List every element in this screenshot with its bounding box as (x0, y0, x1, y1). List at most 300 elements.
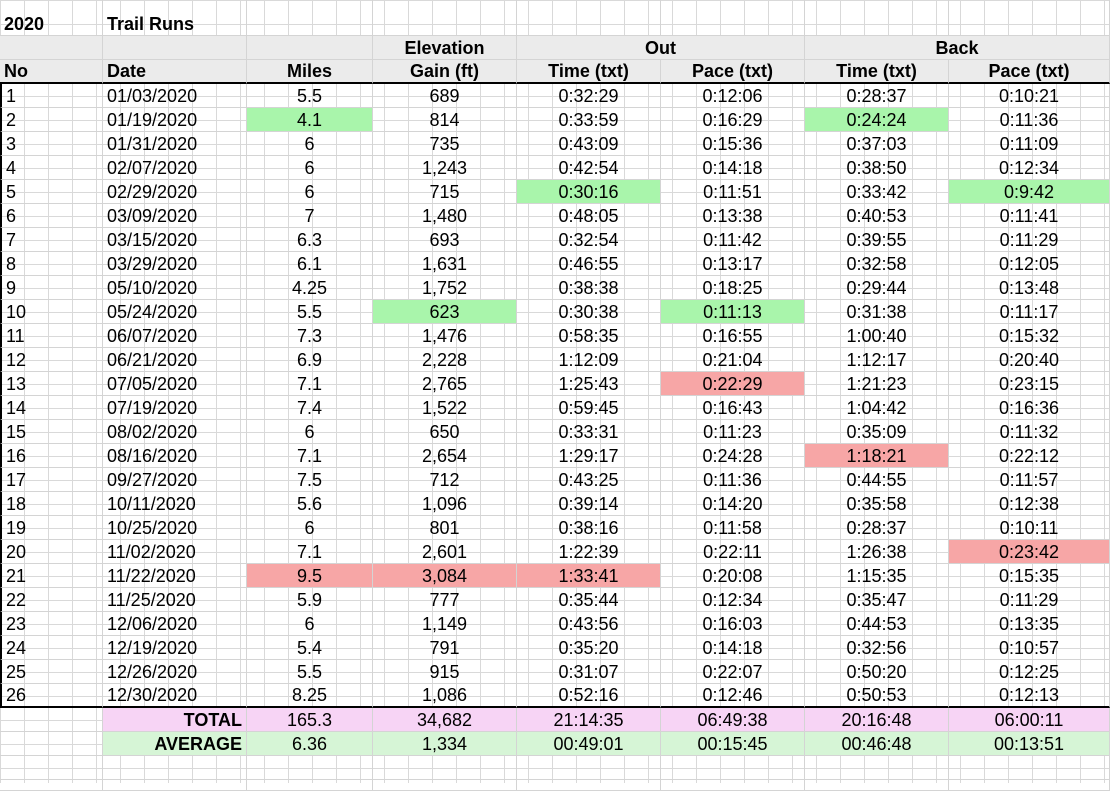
cell-out-pace[interactable] (661, 276, 805, 300)
cell-no[interactable] (0, 684, 103, 708)
cell-out-pace[interactable] (661, 204, 805, 228)
cell-date[interactable] (103, 396, 247, 420)
out-group-label: Out (645, 38, 676, 58)
cell-value: 1,480 (421, 206, 468, 226)
title-cell[interactable] (103, 0, 247, 36)
empty-cell[interactable] (103, 756, 247, 780)
cell-value: 13 (6, 374, 27, 394)
cell-back-time[interactable] (805, 276, 949, 300)
empty-cell[interactable] (247, 756, 373, 780)
cell-gain[interactable] (373, 132, 517, 156)
cell-value: 5 (6, 182, 17, 202)
cell-gain[interactable] (373, 324, 517, 348)
header-out-pace[interactable] (661, 60, 805, 84)
cell-value: 05/10/2020 (107, 278, 198, 298)
cell-out-pace[interactable] (661, 516, 805, 540)
cell-out-time[interactable] (517, 660, 661, 684)
cell-back-time[interactable] (805, 660, 949, 684)
cell-no[interactable] (0, 540, 103, 564)
cell-out-time[interactable] (517, 324, 661, 348)
cell-value: 650 (429, 422, 460, 442)
cell-miles[interactable] (247, 276, 373, 300)
header-back-pace[interactable] (949, 60, 1110, 84)
cell-out-pace[interactable] (661, 324, 805, 348)
header-back-time[interactable] (805, 60, 949, 84)
cell-no[interactable] (0, 348, 103, 372)
cell-value: 0:14:20 (702, 494, 763, 514)
cell-value: 689 (429, 86, 460, 106)
cell-gain[interactable] (373, 300, 517, 324)
cell-value: 0:11:36 (999, 110, 1059, 130)
empty-cell[interactable] (373, 0, 517, 36)
cell-miles[interactable] (247, 396, 373, 420)
cell-no[interactable] (0, 660, 103, 684)
cell-back-time[interactable] (805, 636, 949, 660)
header-label: Miles (286, 61, 333, 81)
total-miles[interactable] (247, 708, 373, 732)
cell-value: 0:32:56 (846, 638, 907, 658)
average-out-pace[interactable] (661, 732, 805, 756)
cell-back-pace[interactable] (949, 636, 1110, 660)
cell-no[interactable] (0, 300, 103, 324)
cell-miles[interactable] (247, 204, 373, 228)
cell-back-time[interactable] (805, 228, 949, 252)
cell-back-time[interactable] (805, 252, 949, 276)
cell-no[interactable] (0, 636, 103, 660)
cell-no[interactable] (0, 324, 103, 348)
cell-back-pace[interactable] (949, 588, 1110, 612)
cell-out-time[interactable] (517, 276, 661, 300)
cell-value: 0:24:24 (846, 110, 907, 130)
header-group-cell[interactable] (103, 36, 247, 60)
total-out-pace[interactable] (661, 708, 805, 732)
empty-cell[interactable] (805, 780, 949, 791)
year-cell[interactable] (0, 0, 103, 36)
cell-back-pace[interactable] (949, 444, 1110, 468)
cell-no[interactable] (0, 396, 103, 420)
cell-out-pace[interactable] (661, 156, 805, 180)
cell-miles[interactable] (247, 348, 373, 372)
cell-out-pace[interactable] (661, 636, 805, 660)
cell-date[interactable] (103, 324, 247, 348)
cell-gain[interactable] (373, 492, 517, 516)
cell-miles[interactable] (247, 372, 373, 396)
cell-out-time[interactable] (517, 252, 661, 276)
cell-back-pace[interactable] (949, 348, 1110, 372)
cell-miles[interactable] (247, 492, 373, 516)
cell-back-time[interactable] (805, 324, 949, 348)
cell-value: 0:43:25 (558, 470, 619, 490)
cell-date[interactable] (103, 636, 247, 660)
empty-cell[interactable] (247, 0, 373, 36)
cell-back-pace[interactable] (949, 468, 1110, 492)
cell-back-time[interactable] (805, 588, 949, 612)
cell-value: 0:13:48 (998, 278, 1060, 298)
header-miles[interactable] (247, 60, 373, 84)
cell-value: 0:59:45 (558, 398, 619, 418)
empty-cell[interactable] (247, 780, 373, 791)
cell-back-time[interactable] (805, 132, 949, 156)
cell-miles[interactable] (247, 180, 373, 204)
empty-cell[interactable] (373, 756, 517, 780)
cell-back-time[interactable] (805, 516, 949, 540)
cell-date[interactable] (103, 588, 247, 612)
total-label: TOTAL (183, 710, 242, 730)
cell-miles[interactable] (247, 444, 373, 468)
total-gain[interactable] (373, 708, 517, 732)
cell-date[interactable] (103, 444, 247, 468)
cell-out-pace[interactable] (661, 588, 805, 612)
empty-cell[interactable] (949, 780, 1110, 791)
cell-back-pace[interactable] (949, 684, 1110, 708)
cell-out-time[interactable] (517, 204, 661, 228)
empty-cell[interactable] (373, 780, 517, 791)
total-out-time[interactable] (517, 708, 661, 732)
cell-back-pace[interactable] (949, 84, 1110, 108)
cell-date[interactable] (103, 276, 247, 300)
cell-miles[interactable] (247, 588, 373, 612)
cell-back-pace[interactable] (949, 324, 1110, 348)
empty-cell[interactable] (661, 780, 805, 791)
cell-back-time[interactable] (805, 564, 949, 588)
empty-cell[interactable] (661, 0, 805, 36)
cell-no[interactable] (0, 132, 103, 156)
cell-date[interactable] (103, 204, 247, 228)
cell-date[interactable] (103, 684, 247, 708)
cell-back-time[interactable] (805, 84, 949, 108)
cell-miles[interactable] (247, 468, 373, 492)
cell-gain[interactable] (373, 684, 517, 708)
cell-no[interactable] (0, 108, 103, 132)
cell-miles[interactable] (247, 84, 373, 108)
cell-no[interactable] (0, 252, 103, 276)
cell-gain[interactable] (373, 108, 517, 132)
cell-gain[interactable] (373, 372, 517, 396)
cell-value: 7.4 (296, 398, 323, 418)
cell-back-pace[interactable] (949, 252, 1110, 276)
cell-gain[interactable] (373, 516, 517, 540)
cell-miles[interactable] (247, 252, 373, 276)
cell-gain[interactable] (373, 156, 517, 180)
cell-gain[interactable] (373, 348, 517, 372)
cell-value: 0:11:57 (999, 470, 1059, 490)
cell-value: 15 (6, 422, 27, 442)
cell-back-pace[interactable] (949, 132, 1110, 156)
cell-value: 0:11:29 (999, 590, 1059, 610)
cell-no[interactable] (0, 180, 103, 204)
cell-date[interactable] (103, 156, 247, 180)
back-group-label: Back (935, 38, 979, 58)
cell-out-pace[interactable] (661, 348, 805, 372)
cell-back-pace[interactable] (949, 420, 1110, 444)
cell-date[interactable] (103, 492, 247, 516)
cell-miles[interactable] (247, 660, 373, 684)
cell-date[interactable] (103, 612, 247, 636)
cell-out-pace[interactable] (661, 180, 805, 204)
cell-back-time[interactable] (805, 684, 949, 708)
cell-gain[interactable] (373, 228, 517, 252)
cell-value: 0:16:29 (702, 110, 763, 130)
cell-out-time[interactable] (517, 396, 661, 420)
cell-back-pace[interactable] (949, 612, 1110, 636)
average-gain[interactable] (373, 732, 517, 756)
header-gain[interactable] (373, 60, 517, 84)
elevation-group-label: Elevation (404, 38, 485, 58)
cell-value: 7 (6, 230, 17, 250)
cell-miles[interactable] (247, 156, 373, 180)
cell-back-time[interactable] (805, 180, 949, 204)
cell-back-time[interactable] (805, 372, 949, 396)
cell-value: 08/02/2020 (107, 422, 198, 442)
cell-value: 0:39:14 (558, 494, 619, 514)
header-label: Pace (txt) (988, 61, 1070, 81)
cell-no[interactable] (0, 612, 103, 636)
cell-miles[interactable] (247, 564, 373, 588)
cell-no[interactable] (0, 516, 103, 540)
cell-date[interactable] (103, 468, 247, 492)
empty-cell[interactable] (517, 756, 661, 780)
cell-gain[interactable] (373, 636, 517, 660)
cell-date[interactable] (103, 420, 247, 444)
cell-date[interactable] (103, 132, 247, 156)
cell-out-pace[interactable] (661, 492, 805, 516)
cell-back-pace[interactable] (949, 300, 1110, 324)
cell-no[interactable] (0, 84, 103, 108)
cell-out-pace[interactable] (661, 420, 805, 444)
cell-gain[interactable] (373, 276, 517, 300)
cell-back-pace[interactable] (949, 564, 1110, 588)
cell-date[interactable] (103, 516, 247, 540)
cell-out-pace[interactable] (661, 252, 805, 276)
cell-no[interactable] (0, 444, 103, 468)
cell-back-time[interactable] (805, 612, 949, 636)
cell-value: 4.1 (296, 110, 323, 130)
cell-out-time[interactable] (517, 540, 661, 564)
cell-back-time[interactable] (805, 444, 949, 468)
cell-value: 801 (429, 518, 460, 538)
cell-gain[interactable] (373, 420, 517, 444)
header-out-group[interactable] (517, 36, 805, 60)
cell-out-pace[interactable] (661, 684, 805, 708)
cell-out-pace[interactable] (661, 396, 805, 420)
cell-date[interactable] (103, 180, 247, 204)
cell-value: 0:22:11 (703, 542, 762, 562)
cell-out-time[interactable] (517, 588, 661, 612)
cell-miles[interactable] (247, 132, 373, 156)
cell-value: 1 (6, 86, 17, 106)
cell-gain[interactable] (373, 444, 517, 468)
header-out-time[interactable] (517, 60, 661, 84)
cell-date[interactable] (103, 108, 247, 132)
average-label-cell[interactable] (103, 732, 247, 756)
header-group-cell[interactable] (0, 36, 103, 60)
cell-out-pace[interactable] (661, 540, 805, 564)
cell-out-pace[interactable] (661, 468, 805, 492)
cell-gain[interactable] (373, 252, 517, 276)
header-group-cell[interactable] (247, 36, 373, 60)
average-back-pace[interactable] (949, 732, 1110, 756)
cell-gain[interactable] (373, 612, 517, 636)
empty-cell[interactable] (805, 0, 949, 36)
cell-miles[interactable] (247, 516, 373, 540)
empty-cell[interactable] (0, 732, 103, 756)
cell-miles[interactable] (247, 324, 373, 348)
total-back-time[interactable] (805, 708, 949, 732)
empty-cell[interactable] (0, 780, 103, 791)
cell-miles[interactable] (247, 612, 373, 636)
cell-back-pace[interactable] (949, 180, 1110, 204)
cell-gain[interactable] (373, 180, 517, 204)
empty-cell[interactable] (517, 780, 661, 791)
cell-no[interactable] (0, 492, 103, 516)
cell-back-time[interactable] (805, 492, 949, 516)
cell-back-pace[interactable] (949, 540, 1110, 564)
cell-gain[interactable] (373, 564, 517, 588)
total-label-cell[interactable] (103, 708, 247, 732)
cell-out-pace[interactable] (661, 84, 805, 108)
empty-cell[interactable] (103, 780, 247, 791)
cell-out-pace[interactable] (661, 228, 805, 252)
cell-back-time[interactable] (805, 396, 949, 420)
cell-out-pace[interactable] (661, 660, 805, 684)
cell-gain[interactable] (373, 588, 517, 612)
cell-no[interactable] (0, 276, 103, 300)
cell-value: 0:11:41 (999, 206, 1059, 226)
cell-back-pace[interactable] (949, 516, 1110, 540)
cell-out-time[interactable] (517, 300, 661, 324)
cell-miles[interactable] (247, 420, 373, 444)
cell-back-time[interactable] (805, 108, 949, 132)
cell-no[interactable] (0, 468, 103, 492)
cell-miles[interactable] (247, 228, 373, 252)
cell-date[interactable] (103, 540, 247, 564)
cell-out-time[interactable] (517, 420, 661, 444)
cell-gain[interactable] (373, 204, 517, 228)
cell-gain[interactable] (373, 396, 517, 420)
cell-gain[interactable] (373, 540, 517, 564)
cell-date[interactable] (103, 372, 247, 396)
cell-back-time[interactable] (805, 348, 949, 372)
cell-miles[interactable] (247, 636, 373, 660)
cell-out-time[interactable] (517, 636, 661, 660)
cell-out-pace[interactable] (661, 300, 805, 324)
cell-miles[interactable] (247, 300, 373, 324)
cell-value: 0:28:37 (846, 86, 907, 106)
cell-back-pace[interactable] (949, 396, 1110, 420)
cell-value: 5.5 (296, 302, 323, 322)
cell-out-time[interactable] (517, 564, 661, 588)
cell-back-time[interactable] (805, 156, 949, 180)
cell-date[interactable] (103, 348, 247, 372)
cell-back-pace[interactable] (949, 492, 1110, 516)
cell-no[interactable] (0, 588, 103, 612)
empty-cell[interactable] (805, 756, 949, 780)
average-back-time[interactable] (805, 732, 949, 756)
cell-value: 8 (6, 254, 17, 274)
empty-cell[interactable] (0, 708, 103, 732)
cell-out-pace[interactable] (661, 612, 805, 636)
average-out-time[interactable] (517, 732, 661, 756)
cell-out-time[interactable] (517, 444, 661, 468)
cell-value: 3 (6, 134, 17, 154)
cell-out-time[interactable] (517, 84, 661, 108)
total-back-pace[interactable] (949, 708, 1110, 732)
cell-miles[interactable] (247, 540, 373, 564)
cell-back-pace[interactable] (949, 372, 1110, 396)
cell-out-time[interactable] (517, 492, 661, 516)
cell-date[interactable] (103, 228, 247, 252)
cell-back-pace[interactable] (949, 204, 1110, 228)
empty-cell[interactable] (517, 0, 661, 36)
cell-back-pace[interactable] (949, 660, 1110, 684)
cell-out-pace[interactable] (661, 564, 805, 588)
cell-date[interactable] (103, 300, 247, 324)
cell-back-time[interactable] (805, 204, 949, 228)
cell-no[interactable] (0, 420, 103, 444)
cell-date[interactable] (103, 84, 247, 108)
cell-gain[interactable] (373, 84, 517, 108)
cell-date[interactable] (103, 660, 247, 684)
cell-out-time[interactable] (517, 348, 661, 372)
cell-back-time[interactable] (805, 420, 949, 444)
cell-no[interactable] (0, 204, 103, 228)
cell-no[interactable] (0, 228, 103, 252)
header-no[interactable] (0, 60, 103, 84)
average-miles[interactable] (247, 732, 373, 756)
empty-cell[interactable] (0, 756, 103, 780)
cell-miles[interactable] (247, 108, 373, 132)
cell-out-pace[interactable] (661, 108, 805, 132)
cell-out-pace[interactable] (661, 444, 805, 468)
cell-gain[interactable] (373, 468, 517, 492)
empty-cell[interactable] (949, 756, 1110, 780)
empty-cell[interactable] (949, 0, 1110, 36)
cell-miles[interactable] (247, 684, 373, 708)
cell-date[interactable] (103, 252, 247, 276)
cell-out-time[interactable] (517, 156, 661, 180)
cell-no[interactable] (0, 156, 103, 180)
cell-out-time[interactable] (517, 684, 661, 708)
cell-back-pace[interactable] (949, 156, 1110, 180)
cell-out-pace[interactable] (661, 372, 805, 396)
header-date[interactable] (103, 60, 247, 84)
cell-date[interactable] (103, 564, 247, 588)
cell-out-time[interactable] (517, 108, 661, 132)
cell-back-time[interactable] (805, 468, 949, 492)
cell-out-time[interactable] (517, 228, 661, 252)
cell-out-time[interactable] (517, 372, 661, 396)
cell-value: 0:35:09 (846, 422, 907, 442)
cell-back-time[interactable] (805, 540, 949, 564)
cell-back-pace[interactable] (949, 228, 1110, 252)
cell-back-pace[interactable] (949, 108, 1110, 132)
cell-out-time[interactable] (517, 132, 661, 156)
cell-back-time[interactable] (805, 300, 949, 324)
header-elevation[interactable] (373, 36, 517, 60)
empty-cell[interactable] (661, 756, 805, 780)
cell-out-time[interactable] (517, 516, 661, 540)
cell-back-pace[interactable] (949, 276, 1110, 300)
cell-out-pace[interactable] (661, 132, 805, 156)
cell-out-time[interactable] (517, 468, 661, 492)
cell-value: 12 (6, 350, 27, 370)
cell-no[interactable] (0, 372, 103, 396)
cell-gain[interactable] (373, 660, 517, 684)
cell-no[interactable] (0, 564, 103, 588)
header-back-group[interactable] (805, 36, 1110, 60)
cell-out-time[interactable] (517, 180, 661, 204)
cell-out-time[interactable] (517, 612, 661, 636)
